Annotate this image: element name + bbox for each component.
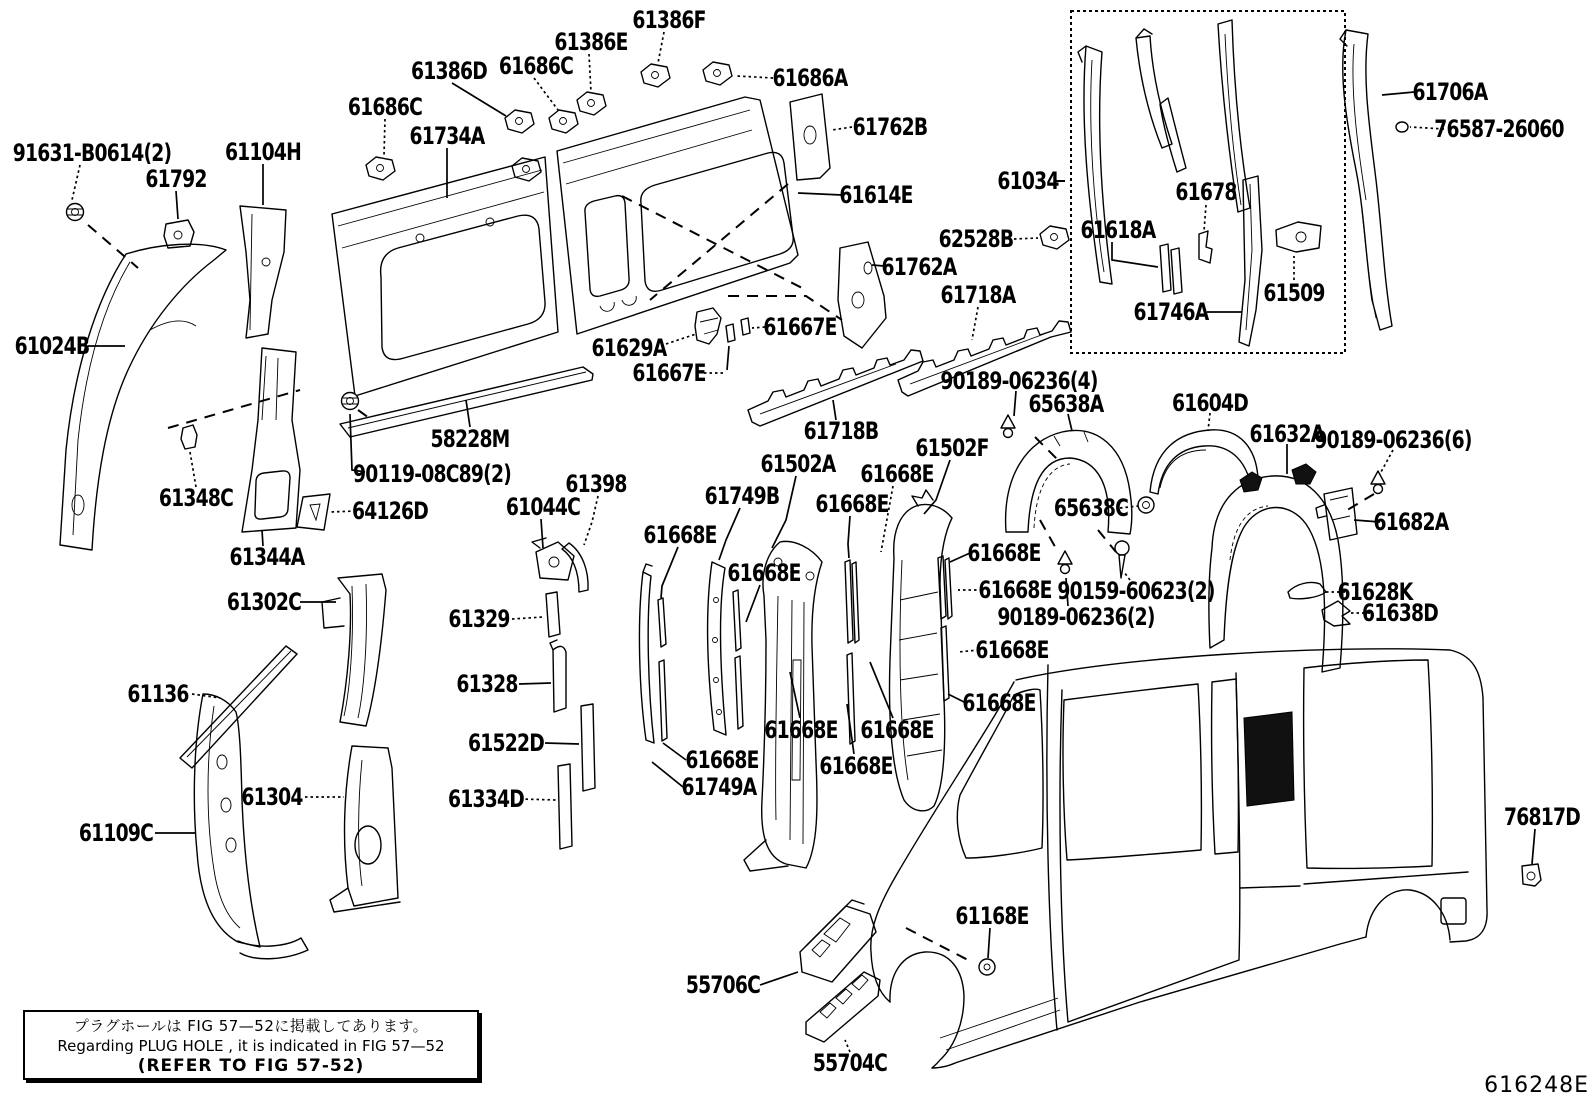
part-label-61734a: 61734A: [409, 122, 485, 150]
part-label-61762b: 61762B: [852, 113, 928, 141]
part-label-58228m: 58228M: [430, 425, 510, 453]
part-label-61386e: 61386E: [554, 28, 628, 56]
part-label-61329: 61329: [448, 605, 510, 633]
part-label-61746a: 61746A: [1133, 298, 1209, 326]
note-line-japanese: プラグホールは FIG 57—52に掲載してあります。: [73, 1016, 429, 1035]
part-label-64126d: 64126D: [352, 497, 428, 525]
part-label-76817d: 76817D: [1504, 803, 1580, 831]
part-label-61686c: 61686C: [498, 52, 574, 80]
part-label-61024b: 61024B: [14, 332, 90, 360]
part-label-65638c: 65638C: [1053, 494, 1129, 522]
part-label-61682a: 61682A: [1373, 508, 1449, 536]
part-label-61618a: 61618A: [1080, 216, 1156, 244]
part-label-61304: 61304: [241, 783, 303, 811]
part-label-61668e: 61668E: [978, 576, 1052, 604]
part-label-61509: 61509: [1263, 279, 1325, 307]
part-label-61044c: 61044C: [505, 493, 581, 521]
part-label-61706a: 61706A: [1412, 78, 1488, 106]
part-label-61502f: 61502F: [915, 434, 989, 462]
part-label-61668e: 61668E: [962, 689, 1036, 717]
part-label-61614e: 61614E: [839, 181, 913, 209]
part-label-55706c: 55706C: [685, 971, 761, 999]
part-label-90189-06236(6): 90189-06236(6): [1314, 426, 1472, 454]
part-label-65638a: 65638A: [1028, 390, 1104, 418]
part-label-61638d: 61638D: [1362, 599, 1438, 627]
part-label-61667e: 61667E: [763, 313, 837, 341]
part-label-61668e: 61668E: [860, 460, 934, 488]
part-label-61678: 61678: [1175, 178, 1237, 206]
part-label-90189-06236(4): 90189-06236(4): [940, 367, 1098, 395]
part-label-61718b: 61718B: [803, 417, 879, 445]
part-label-61109c: 61109C: [78, 819, 154, 847]
part-label-61668e: 61668E: [643, 521, 717, 549]
part-label-61136: 61136: [127, 680, 189, 708]
part-label-62528b: 62528B: [938, 225, 1014, 253]
part-label-61668e: 61668E: [815, 490, 889, 518]
part-label-61604d: 61604D: [1172, 389, 1248, 417]
part-label-61502a: 61502A: [760, 450, 836, 478]
figure-code: 616248E: [1484, 1073, 1589, 1098]
note-line-refer: (REFER TO FIG 57-52): [137, 1055, 365, 1076]
part-label-61667e: 61667E: [632, 359, 706, 387]
part-label-61749b: 61749B: [704, 482, 780, 510]
part-label-61792: 61792: [145, 165, 207, 193]
part-label-61668e: 61668E: [860, 716, 934, 744]
part-label-61632a: 61632A: [1249, 420, 1325, 448]
note-line-english: Regarding PLUG HOLE , it is indicated in FIG 57—52: [57, 1036, 445, 1055]
part-label-61334d: 61334D: [448, 785, 524, 813]
part-label-61034: 61034: [997, 167, 1059, 195]
part-label-61398: 61398: [565, 470, 627, 498]
part-label-61668e: 61668E: [727, 559, 801, 587]
part-label-61686c: 61686C: [347, 93, 423, 121]
part-label-61302c: 61302C: [226, 588, 302, 616]
part-label-61522d: 61522D: [468, 729, 544, 757]
part-label-61386d: 61386D: [411, 57, 487, 85]
part-label-61668e: 61668E: [819, 752, 893, 780]
part-label-90189-06236(2): 90189-06236(2): [997, 603, 1155, 631]
part-label-61668e: 61668E: [975, 636, 1049, 664]
part-label-61168e: 61168E: [955, 902, 1029, 930]
part-label-61718a: 61718A: [940, 281, 1016, 309]
part-label-61104h: 61104H: [224, 138, 302, 166]
part-label-61629a: 61629A: [591, 334, 667, 362]
part-label-61762a: 61762A: [881, 253, 957, 281]
plug-hole-note-box: [23, 1010, 479, 1080]
part-label-90119-08c89(2): 90119-08C89(2): [353, 460, 511, 488]
part-label-91631-b0614(2): 91631-B0614(2): [12, 139, 172, 167]
part-label-61328: 61328: [456, 670, 518, 698]
part-label-61348c: 61348C: [158, 484, 234, 512]
part-label-61668e: 61668E: [764, 716, 838, 744]
part-label-90159-60623(2): 90159-60623(2): [1057, 577, 1215, 605]
part-label-61749a: 61749A: [681, 773, 757, 801]
part-label-61628k: 61628K: [1337, 578, 1413, 606]
part-label-61386f: 61386F: [632, 6, 706, 34]
part-label-76587-26060: 76587-26060: [1434, 115, 1564, 143]
part-label-55704c: 55704C: [812, 1049, 888, 1077]
part-label-61668e: 61668E: [967, 539, 1041, 567]
part-label-61686a: 61686A: [772, 64, 848, 92]
part-label-61668e: 61668E: [685, 746, 759, 774]
part-label-61344a: 61344A: [229, 543, 305, 571]
